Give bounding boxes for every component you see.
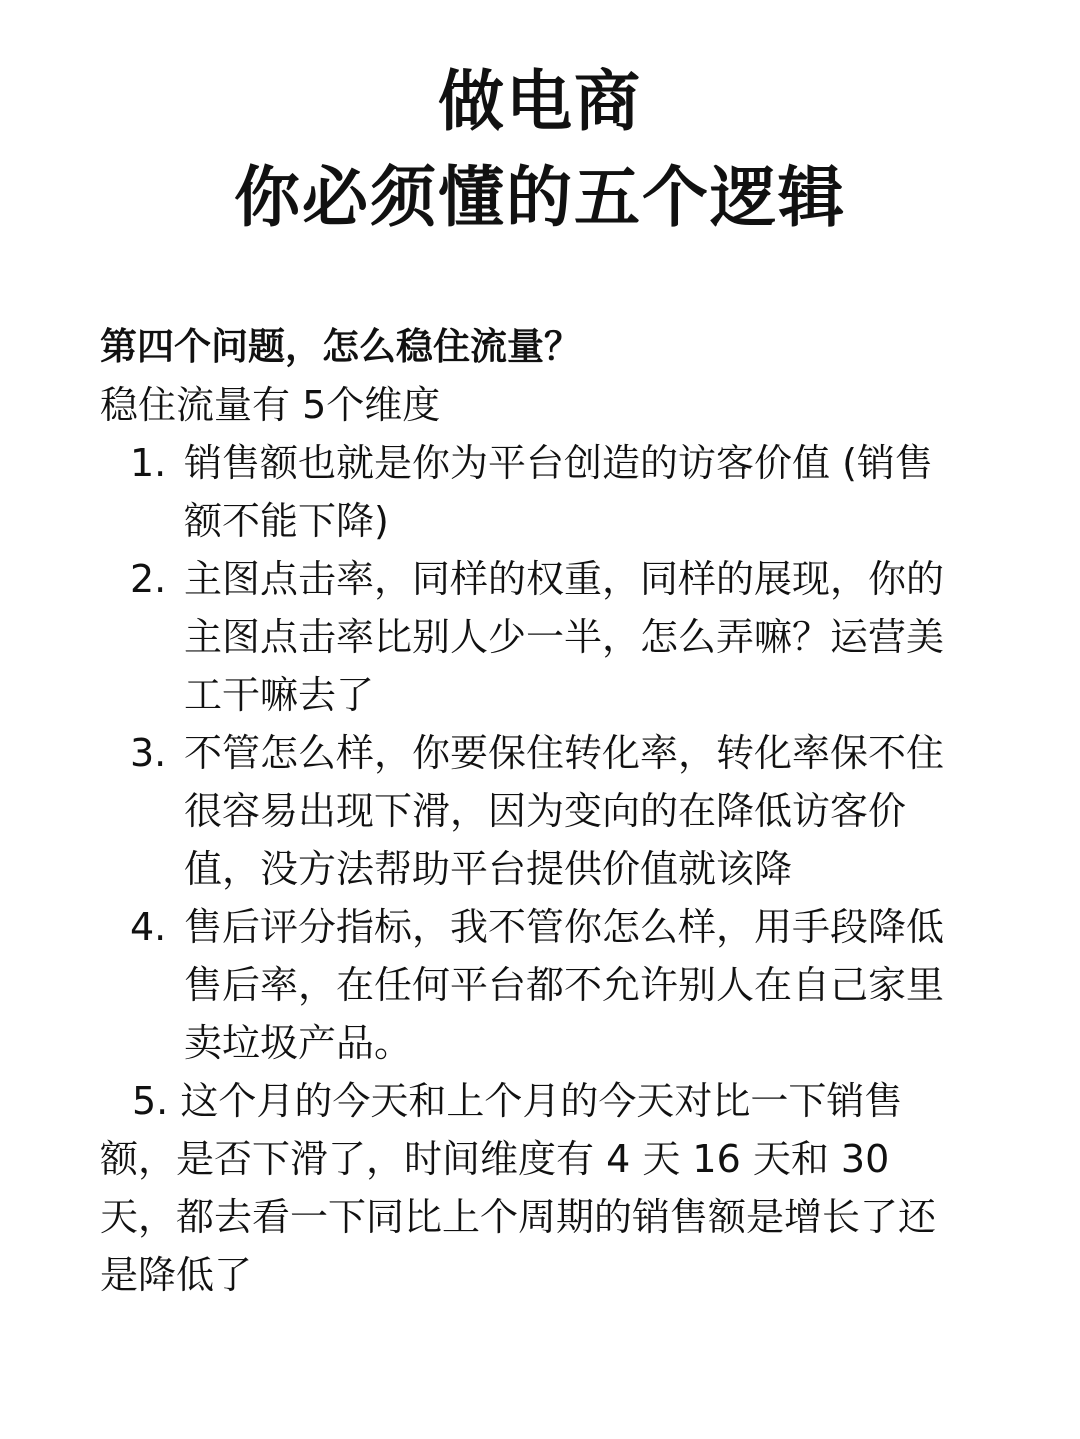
list-text: 售后评分指标，我不管你怎么样，用手段降低售后率，在任何平台都不允许别人在自己家里卖垃圾产品。 (184, 905, 945, 1065)
list-number: 1. (130, 441, 167, 485)
page-title-line-2: 你必须懂的五个逻辑 (234, 159, 846, 236)
list-number: 3. (130, 731, 167, 775)
list-number: 4. (130, 905, 167, 949)
list-item (100, 724, 964, 898)
item-5-paragraph: 5. 这个月的今天和上个月的今天对比一下销售额，是否下滑了，时间维度有 4 天 16 天和 30 天，都去看一下同比上个周期的销售额是增长了还是降低了 (100, 1079, 937, 1297)
list-item (100, 898, 964, 1072)
list-text: 不管怎么样，你要保住转化率，转化率保不住很容易出现下滑，因为变向的在降低访客价值，没方法帮助平台提供价值就该降 (184, 731, 945, 891)
page-title-line-1: 做电商 (438, 63, 642, 140)
intro-text: 稳住流量有 5个维度 (100, 383, 441, 427)
list-text: 主图点击率，同样的权重，同样的展现，你的主图点击率比别人少一半，怎么弄嘛？运营美工干嘛去了 (184, 557, 945, 717)
list-item (100, 434, 964, 550)
question-heading: 第四个问题，怎么稳住流量？ (100, 325, 581, 368)
article-body (100, 318, 980, 1304)
list-text: 销售额也就是你为平台创造的访客价值 (销售额不能下降) (184, 441, 933, 543)
list-item (100, 550, 964, 724)
list-number: 2. (130, 557, 167, 601)
dimension-list (100, 434, 980, 1072)
